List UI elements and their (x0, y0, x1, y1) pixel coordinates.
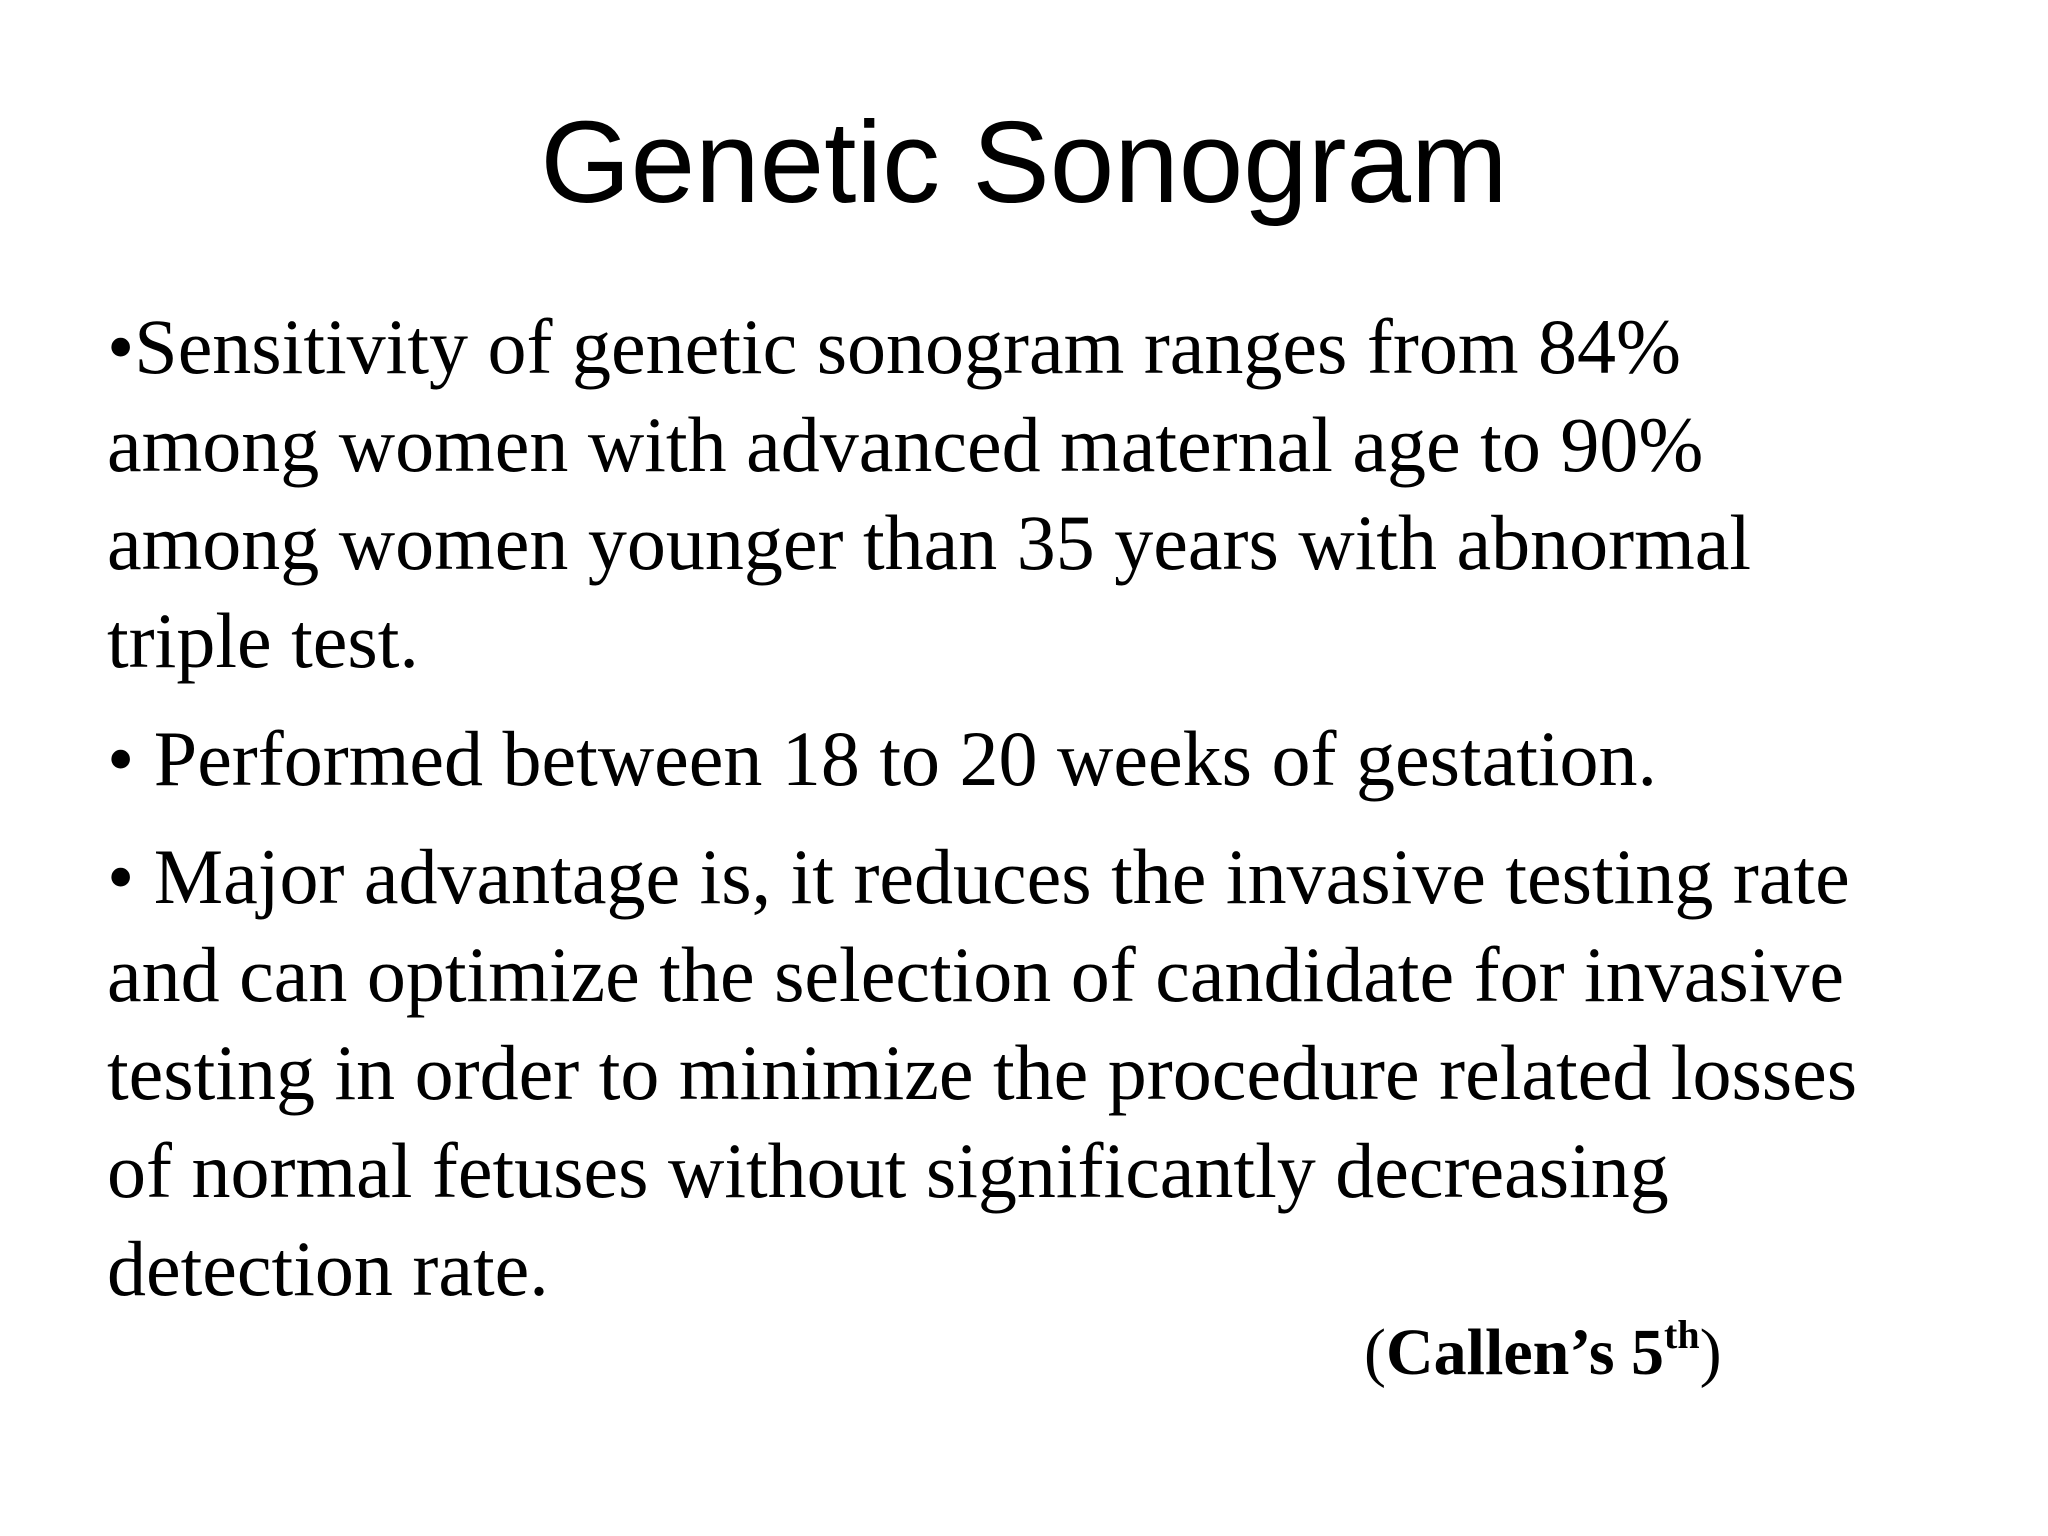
bullet-timing (107, 710, 1987, 808)
bullet-line: • Major advantage is, it reduces the invasive testing rate (107, 833, 1850, 920)
slide-title: Genetic Sonogram (540, 97, 1508, 227)
bullet-line: testing in order to minimize the procedure related losses (107, 1029, 1858, 1116)
citation-main: Callen’s 5 (1385, 1316, 1665, 1389)
citation-open: ( (1364, 1316, 1386, 1389)
bullet-line: •Sensitivity of genetic sonogram ranges from 84% (107, 303, 1681, 390)
bullet-line: among women with advanced maternal age to 90% (107, 401, 1704, 488)
bullet-line: and can optimize the selection of candidate for invasive (107, 931, 1844, 1018)
bullet-line: triple test. (107, 597, 419, 684)
bullet-line: among women younger than 35 years with abnormal (107, 499, 1752, 586)
bullet-advantage (107, 828, 1987, 1318)
bullet-sensitivity (107, 298, 1987, 690)
citation-close: ) (1699, 1316, 1722, 1389)
slide-body (107, 298, 1987, 1338)
bullet-line: of normal fetuses without significantly decreasing (107, 1127, 1669, 1214)
citation-superscript: th (1664, 1312, 1700, 1357)
bullet-line: detection rate. (107, 1225, 549, 1312)
citation (1364, 1308, 1722, 1398)
bullet-line: • Performed between 18 to 20 weeks of gestation. (107, 715, 1658, 802)
